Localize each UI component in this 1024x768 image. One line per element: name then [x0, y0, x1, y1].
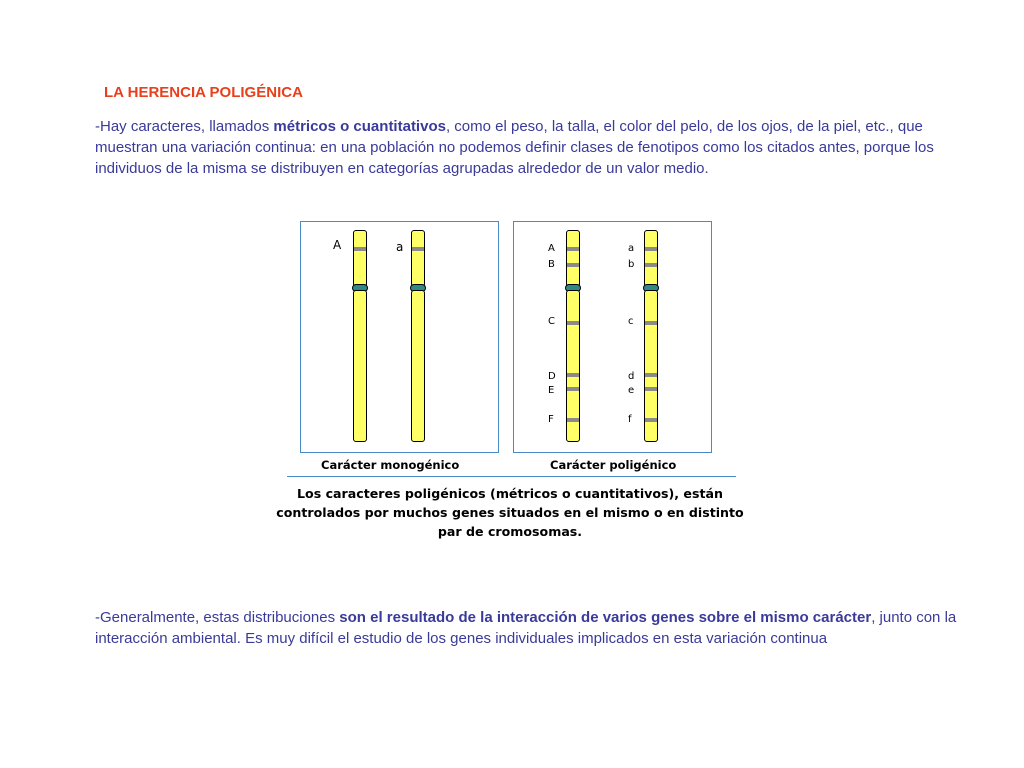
gene-label: a [628, 243, 635, 254]
gene-band [354, 247, 366, 251]
intro-text-start: -Hay caracteres, llamados [95, 118, 274, 135]
intro-paragraph [95, 116, 975, 179]
gene-band [567, 418, 579, 422]
gene-band [567, 387, 579, 391]
chromosome-left-lower-arm [353, 290, 367, 442]
gene-label: A [548, 243, 555, 254]
polygenic-caption: Carácter poligénico [550, 458, 677, 472]
figure-caption [255, 484, 765, 541]
figure-caption-line: controlados por muchos genes situados en el mismo o en distinto [276, 505, 744, 520]
gene-band [645, 418, 657, 422]
polygenic-panel [513, 221, 712, 453]
monogenic-caption: Carácter monogénico [321, 458, 460, 472]
gene-label: C [548, 316, 555, 327]
chromosome-right-upper-arm [411, 230, 425, 287]
gene-label: b [628, 259, 635, 270]
gene-band [412, 247, 424, 251]
page-title: LA HERENCIA POLIGÉNICA [104, 84, 303, 101]
gene-label: f [628, 414, 632, 425]
chromosome-left-upper-arm [566, 230, 580, 287]
intro-text-bold: métricos o cuantitativos [273, 118, 446, 135]
gene-label: D [548, 371, 556, 382]
gene-band [567, 247, 579, 251]
conclusion-paragraph [95, 607, 975, 649]
gene-band [645, 263, 657, 267]
gene-label: F [548, 414, 554, 425]
monogenic-panel [300, 221, 499, 453]
gene-band [645, 373, 657, 377]
gene-label: E [548, 385, 555, 396]
chromosome-left-upper-arm [353, 230, 367, 287]
chromosome-left-lower-arm [566, 290, 580, 442]
gene-band [567, 321, 579, 325]
gene-band [567, 263, 579, 267]
gene-band [645, 387, 657, 391]
figure-caption-line: Los caracteres poligénicos (métricos o cuantitativos), están [297, 486, 723, 501]
divider [287, 476, 736, 477]
gene-label: e [628, 385, 635, 396]
chromosome-right-lower-arm [644, 290, 658, 442]
gene-label: d [628, 371, 635, 382]
conclusion-text-start: -Generalmente, estas distribuciones [95, 609, 340, 626]
figure-caption-line: par de cromosomas. [437, 524, 583, 539]
conclusion-text-end: , junto con la interacción ambiental. Es muy difícil el estudio de los genes individuales implicados en esta variación continua [95, 609, 957, 647]
gene-label: B [548, 259, 555, 270]
allele-label: A [333, 238, 342, 252]
gene-band [567, 373, 579, 377]
gene-band [645, 321, 657, 325]
chromosome-right-upper-arm [644, 230, 658, 287]
gene-label: c [628, 316, 634, 327]
chromosome-right-lower-arm [411, 290, 425, 442]
intro-text-end: , como el peso, la talla, el color del pelo, de los ojos, de la piel, etc., que muestran una variación continua: en una población no podemos definir clases de fenotipos como los citados antes, porque los individuos de la misma se distribuyen en categorías agrupadas alrededor de un valor medio. [95, 118, 934, 177]
conclusion-text-bold: son el resultado de la interacción de varios genes sobre el mismo carácter [339, 609, 872, 626]
allele-label: a [396, 240, 404, 254]
gene-band [645, 247, 657, 251]
